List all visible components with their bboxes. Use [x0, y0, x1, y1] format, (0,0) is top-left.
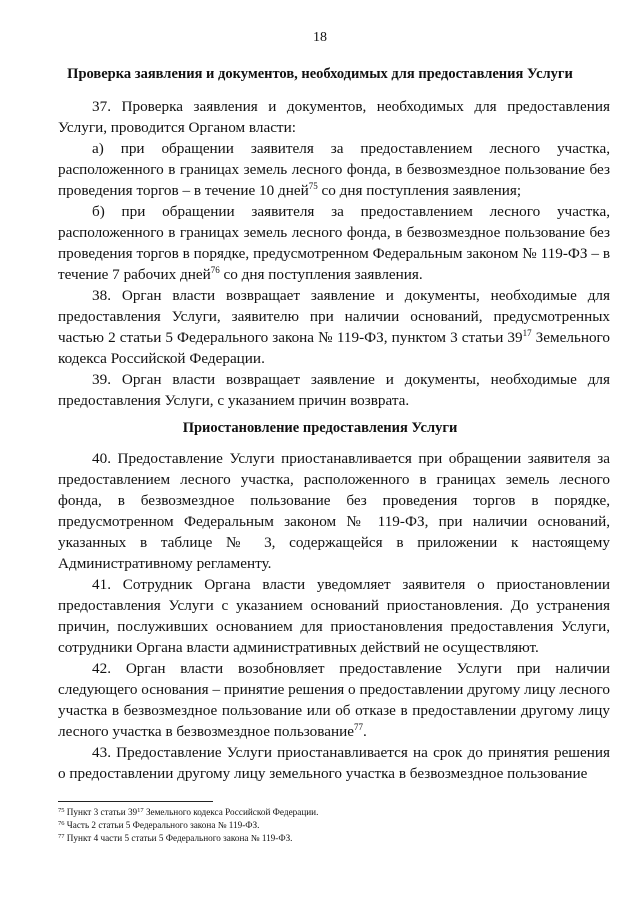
text-run: а) при обращении заявителя за предоставлением лесного участка, расположенного в границах земель лесного фонда, в безвозмездное пользование без проведения торгов – в течение 10 дней [58, 140, 610, 199]
text-run: 40. Предоставление Услуги приостанавливается при обращении заявителя за предоставлением лесного участка, расположенного в границах земель лесного фонда, в безвозмездное пользование без проведения торгов в порядке, предусмотренном Федеральным законом № 119-ФЗ, при наличии оснований, указанных в таблице № 3, содержащейся в приложении к настоящему Административному регламенту. [58, 450, 610, 572]
footnote-marker: 17 [522, 328, 532, 338]
text-run: со дня поступления заявления; [317, 182, 522, 199]
text-run: Часть 2 статьи 5 Федерального закона № 119-ФЗ. [64, 820, 260, 830]
footnotes [58, 806, 610, 845]
section-suspension-body [58, 448, 610, 784]
paragraph-40 [58, 448, 610, 574]
text-run: б) при обращении заявителя за предоставлением лесного участка, расположенного в границах земель лесного фонда, в безвозмездное пользование без проведения торгов в порядке, предусмотренном Федеральным законом № 119-ФЗ – в течение 7 рабочих дней [58, 203, 610, 283]
paragraph-37 [58, 96, 610, 138]
paragraph-37-a [58, 138, 610, 201]
footnote-divider [58, 801, 213, 802]
footnote-76 [58, 819, 610, 832]
text-run: 42. Орган власти возобновляет предоставление Услуги при наличии следующего основания – принятие решения о предоставлении другому лицу лесного участка в безвозмездное пользование или об отказе в предоставлении другому лицу лесного участка в безвозмездное пользование [58, 660, 610, 740]
text-run: 41. Сотрудник Органа власти уведомляет заявителя о приостановлении предоставления Услуги с указанием оснований приостановления. До устранения причин, послуживших основанием для приостановления предоставления Услуги, сотрудники Органа власти административных действий не осуществляют. [58, 576, 610, 656]
page-number: 18 [313, 30, 327, 45]
paragraph-42 [58, 658, 610, 742]
paragraph-43 [58, 742, 610, 784]
paragraph-39 [58, 369, 610, 411]
text-run: Пункт 3 статьи 39 [64, 807, 138, 817]
footnote-marker: 76 [210, 265, 220, 275]
section-heading-verification: Проверка заявления и документов, необходимых для предоставления Услуги [67, 66, 573, 82]
text-run: Пункт 4 части 5 статьи 5 Федерального закона № 119-ФЗ. [64, 833, 293, 843]
footnote-marker: 75 [308, 181, 318, 191]
footnote-marker: 76 [58, 820, 65, 827]
footnote-marker: 77 [58, 833, 65, 840]
text-run: 39. Орган власти возвращает заявление и документы, необходимые для предоставления Услуги, с указанием причин возврата. [58, 371, 610, 409]
section-heading-suspension: Приостановление предоставления Услуги [182, 420, 458, 436]
text-run: 38. Орган власти возвращает заявление и документы, необходимые для предоставления Услуги, заявителю при наличии оснований, предусмотренных частью 2 статьи 5 Федерального закона № 119-ФЗ, пунктом 3 статьи 39 [58, 287, 610, 346]
text-run: Земельного кодекса Российской Федерации. [143, 807, 319, 817]
footnote-marker: 75 [58, 807, 65, 814]
footnote-marker: 77 [353, 722, 363, 732]
text-run: 37. Проверка заявления и документов, необходимых для предоставления Услуги, проводится Органом власти: [58, 98, 610, 136]
text-run: со дня поступления заявления. [219, 266, 423, 283]
paragraph-37-b [58, 201, 610, 285]
paragraph-41 [58, 574, 610, 658]
footnote-75 [58, 806, 610, 819]
text-run: 43. Предоставление Услуги приостанавливается на срок до принятия решения о предоставлении другому лицу земельного участка в безвозмездное пользование [58, 744, 610, 782]
section-verification-body [58, 96, 610, 411]
paragraph-38 [58, 285, 610, 369]
footnote-77 [58, 832, 610, 845]
text-run: . [362, 723, 367, 740]
text-run: Земельного кодекса Российской Федерации. [58, 329, 610, 367]
footnote-marker: 17 [137, 807, 144, 814]
